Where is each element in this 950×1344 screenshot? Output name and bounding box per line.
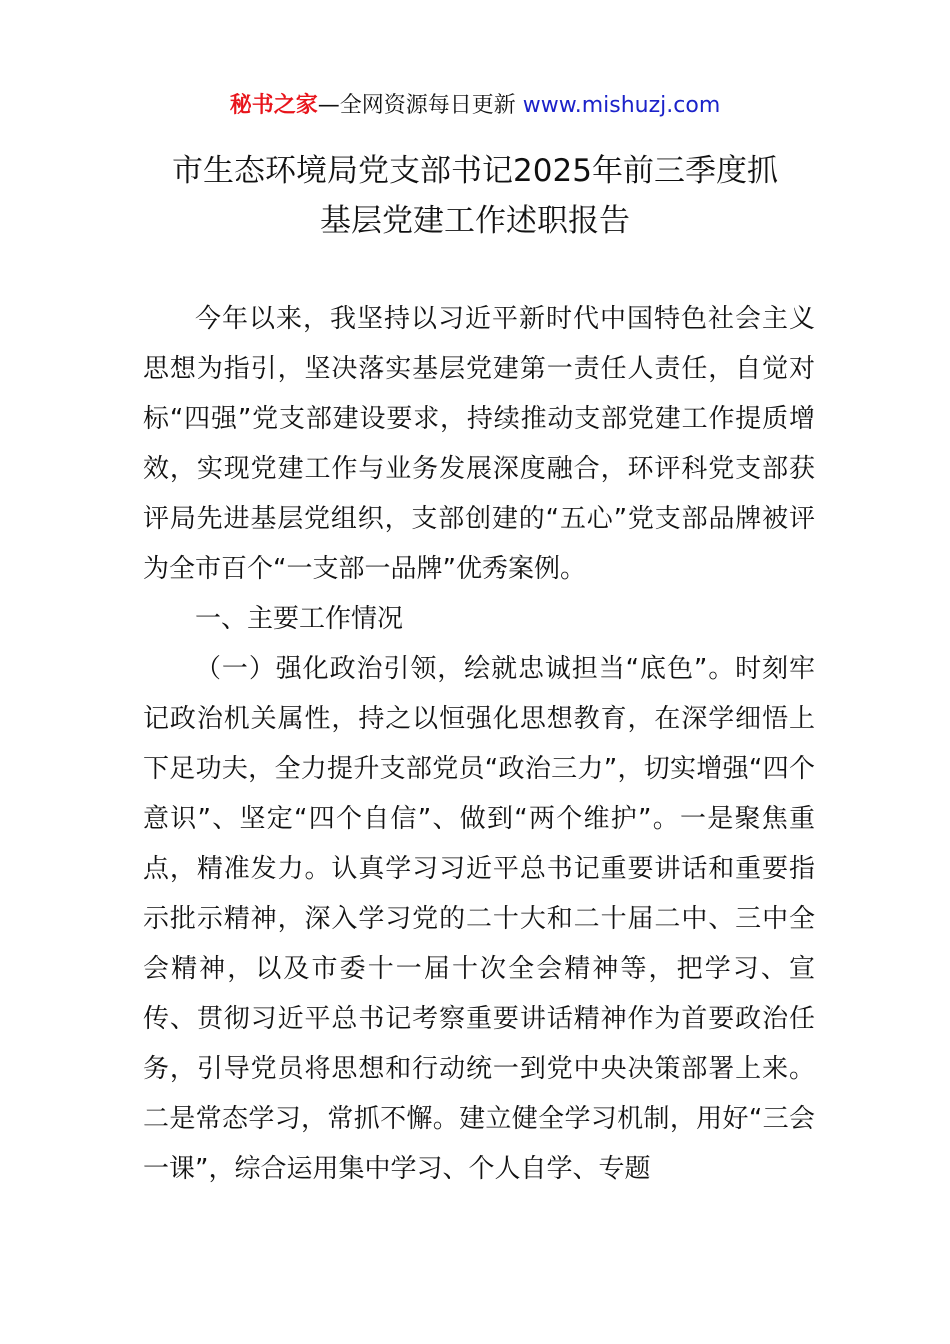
brand-name[interactable]: 秘书之家	[229, 93, 318, 118]
section-heading: 一、主要工作情况	[195, 604, 404, 634]
header-tagline: —全网资源每日更新	[317, 93, 523, 118]
title-line-1: 市生态环境局党支部书记2025年前三季度抓	[172, 153, 778, 189]
page-header	[0, 86, 950, 126]
document-body	[143, 294, 815, 1194]
section-paragraph: （一）强化政治引领，绘就忠诚担当“底色”。时刻牢记政治机关属性，持之以恒强化思想教育，在深学细悟上下足功夫，全力提升支部党员“政治三力”，切实增强“四个意识”、坚定“四个自信”、做到“两个维护”。一是聚焦重点，精准发力。认真学习习近平总书记重要讲话和重要指示批示精神，深入学习党的二十大和二十届二中、三中全会精神，以及市委十一届十次全会精神等，把学习、宣传、贯彻习近平总书记考察重要讲话精神作为首要政治任务，引导党员将思想和行动统一到党中央决策部署上来。二是常态学习，常抓不懈。建立健全学习机制，用好“三会一课”，综合运用集中学习、个人自学、专题	[143, 654, 815, 1184]
intro-paragraph: 今年以来，我坚持以习近平新时代中国特色社会主义思想为指引，坚决落实基层党建第一责任人责任，自觉对标“四强”党支部建设要求，持续推动支部党建工作提质增效，实现党建工作与业务发展深度融合，环评科党支部获评局先进基层党组织，支部创建的“五心”党支部品牌被评为全市百个“一支部一品牌”优秀案例。	[143, 304, 815, 584]
site-link[interactable]: www.mishuzj.com	[522, 93, 721, 118]
title-line-2: 基层党建工作述职报告	[320, 203, 630, 239]
document-title	[100, 146, 850, 246]
